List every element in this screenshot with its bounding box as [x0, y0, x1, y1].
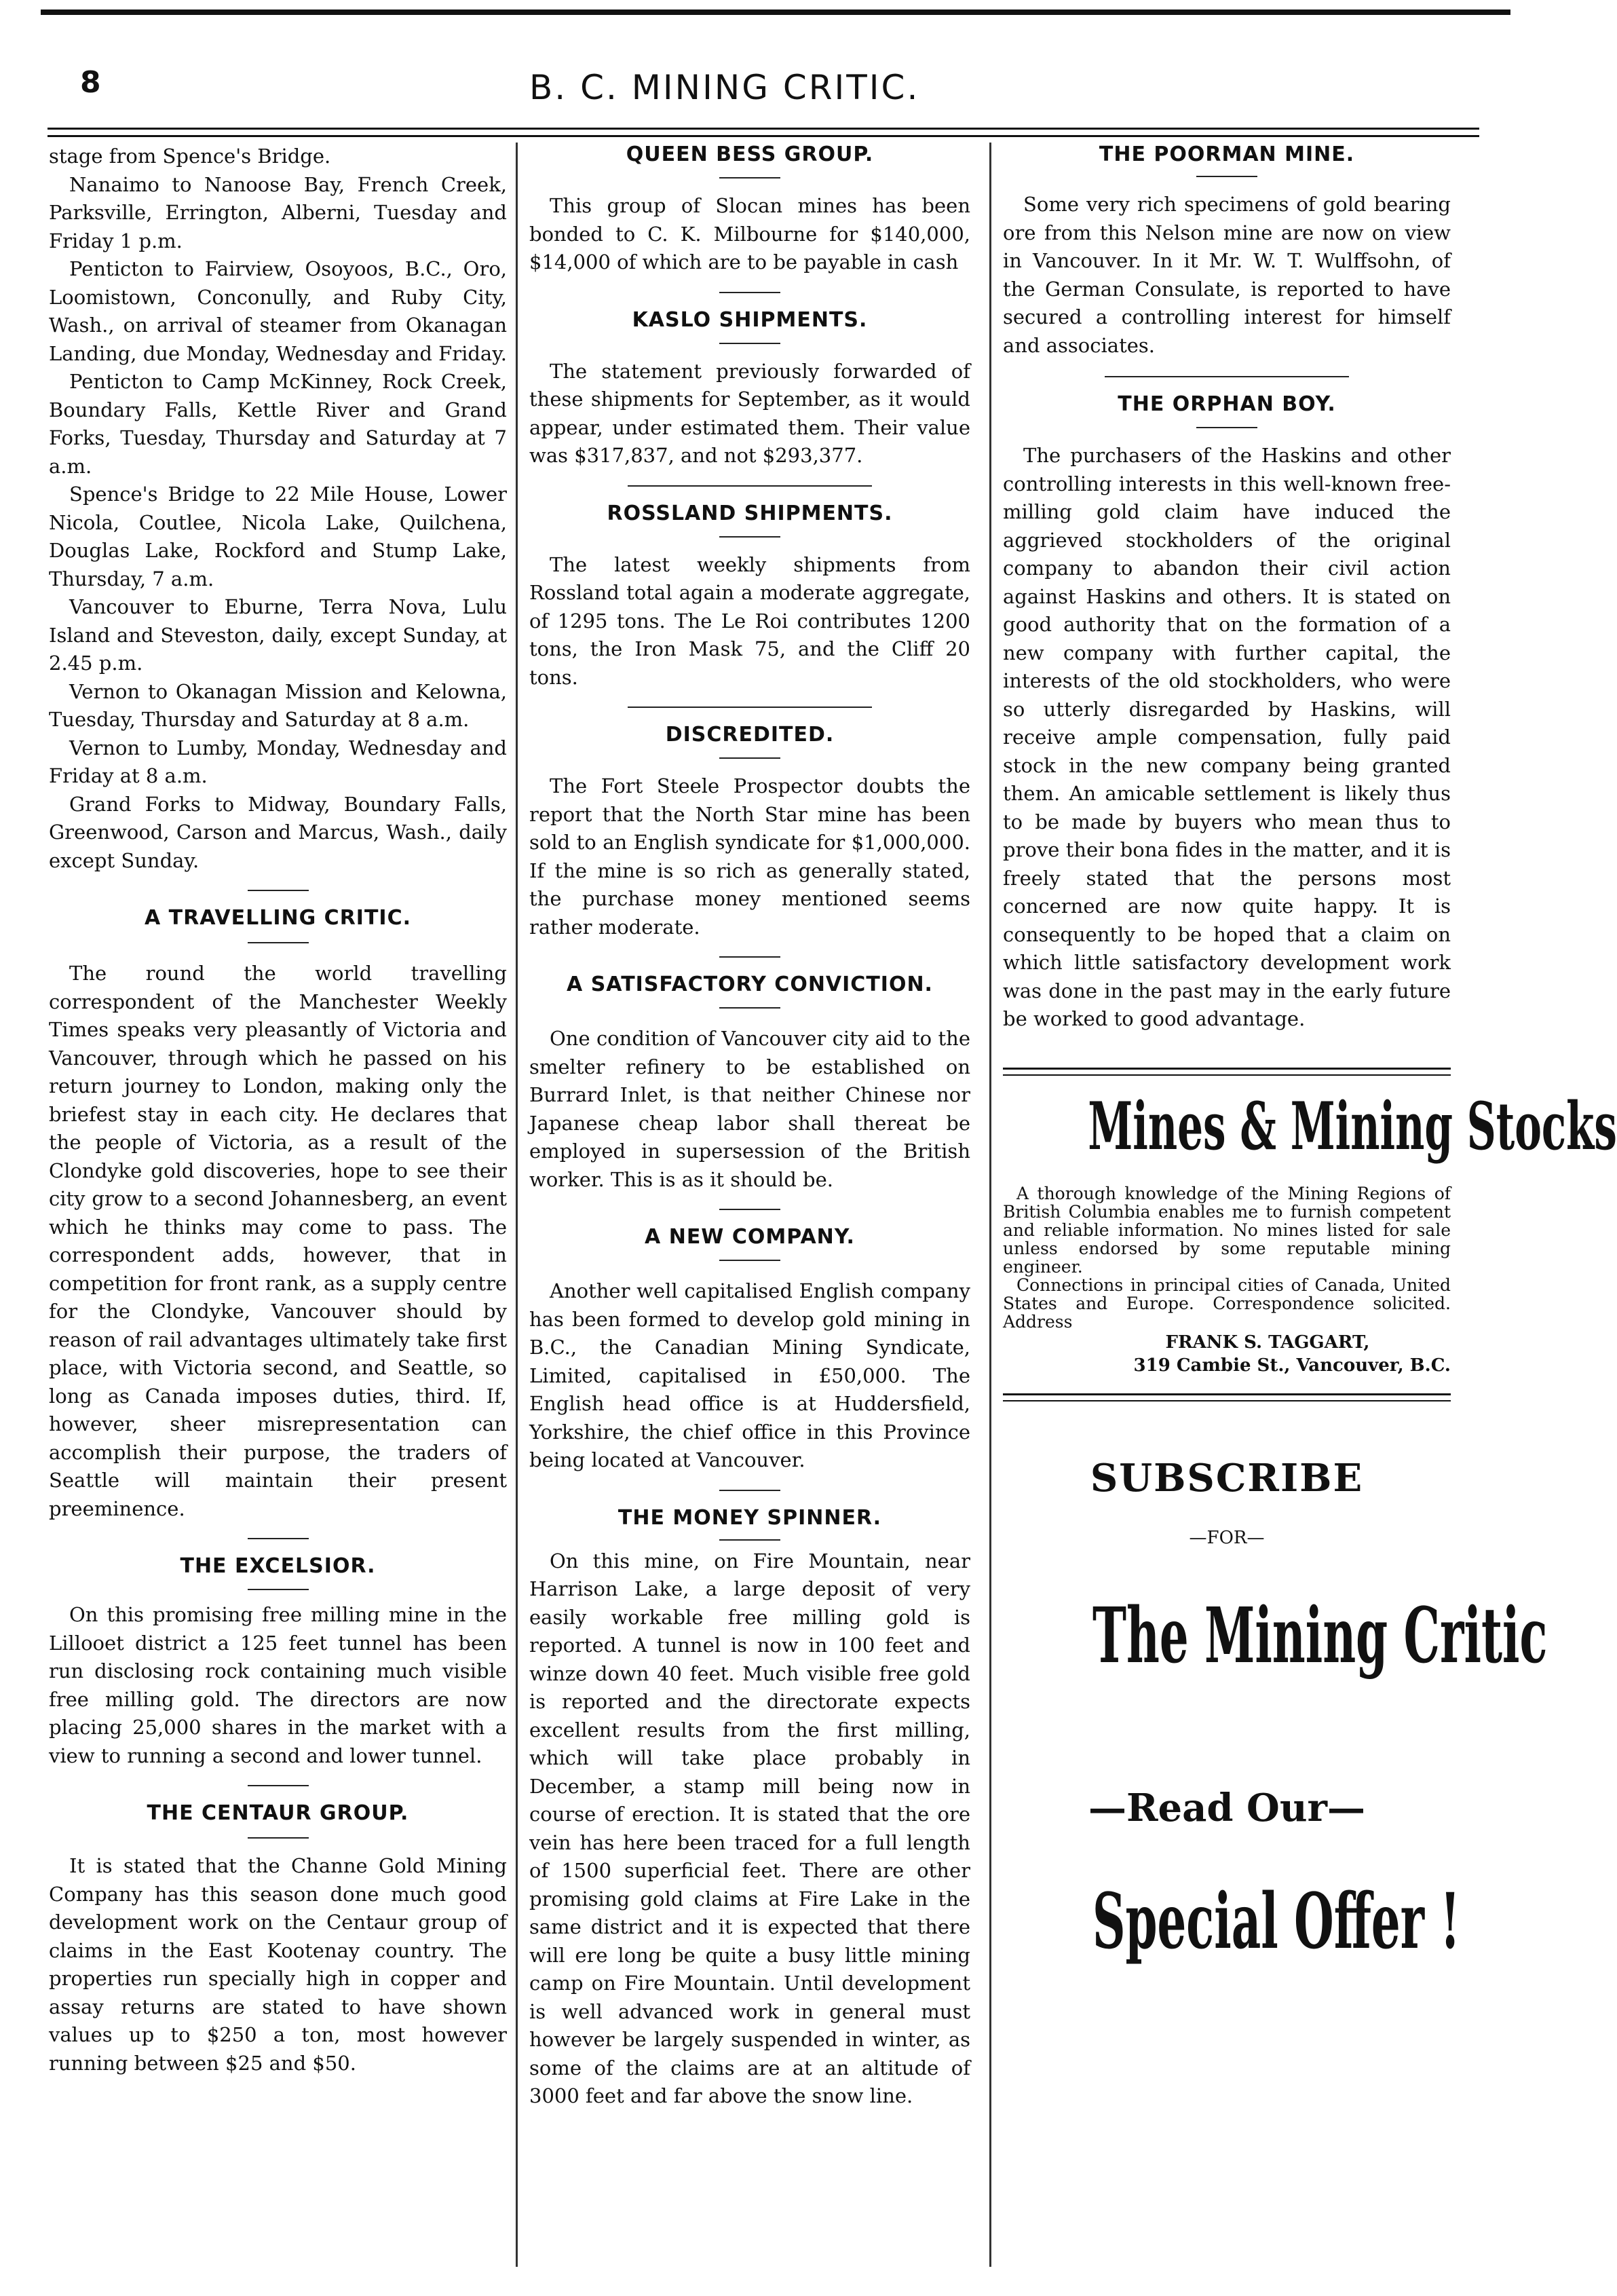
- article-title-kaslo: KASLO SHIPMENTS.: [632, 307, 868, 332]
- stage-paragraph: Vernon to Lumby, Monday, Wednesday and Friday at 8 a.m.: [49, 736, 507, 787]
- advertisement-body: [1003, 1184, 1451, 1331]
- title-underline: [248, 942, 309, 943]
- article-body-rossland: The latest weekly shipments from Rossland total again a moderate aggregate, of 1295 tons. The Le Roi contributes 1200 tons, the Iron Mask 75, and the Cliff 20 tons.: [529, 552, 970, 689]
- article-body-new-company: Another well capitalised English company has been formed to develop gold mining in B.C., the Canadian Mining Syndicate, Limited, capitalised in £50,000. The English head office is at Huddersfield, Yorkshire, the chief office in this Province being located at Vancouver.: [529, 1279, 970, 1471]
- for-label: —FOR—: [1189, 1527, 1265, 1548]
- article-title-travelling-critic: A TRAVELLING CRITIC.: [144, 906, 411, 930]
- article-body-queen-bess: This group of Slocan mines has been bonded to C. K. Milbourne for $140,000, $14,000 of which are to be payable in cash: [529, 194, 970, 274]
- ad-paragraph: Connections in principal cities of Canada, United States and Europe. Correspondence solicited. Address: [1003, 1275, 1451, 1332]
- title-underline: [248, 1837, 309, 1839]
- ad-signature-address: 319 Cambie St., Vancouver, B.C.: [1133, 1355, 1451, 1376]
- article-title-conviction: A SATISFACTORY CONVICTION.: [567, 973, 933, 996]
- article-title-orphan-boy: THE ORPHAN BOY.: [1118, 392, 1336, 416]
- article-title-rossland: ROSSLAND SHIPMENTS.: [607, 501, 893, 525]
- stage-paragraph: Grand Forks to Midway, Boundary Falls, Greenwood, Carson and Marcus, Wash., daily except Sunday.: [49, 792, 507, 872]
- title-underline: [248, 1589, 309, 1590]
- title-underline: [719, 757, 780, 759]
- stage-paragraph: stage from Spence's Bridge.: [49, 145, 331, 168]
- header-double-rule: [47, 128, 1479, 137]
- advertisement-top-rule: [1003, 1068, 1451, 1076]
- column-1: [49, 143, 507, 2274]
- article-body-excelsior: On this promising free milling mine in the Lillooet district a 125 feet tunnel has been run disclosing rock containing much visible free milling gold. The directors are now placing 25,000 shares in the market with a view to running a second and lower tunnel.: [49, 1603, 507, 1767]
- title-underline: [719, 536, 780, 538]
- article-body-poorman: Some very rich specimens of gold bearing ore from this Nelson mine are now on view in Vancouver. In it Mr. W. T. Wulffsohn, of the German Consulate, is reported to have secured a controlling interest for himself and associates.: [1003, 193, 1451, 357]
- column-3: [1003, 143, 1617, 2274]
- stage-paragraph: Penticton to Fairview, Osoyoos, B.C., Oro, Loomistown, Conconully, and Ruby City, Wash., on arrival of steamer from Okanagan Landing, due Monday, Wednesday and Friday.: [49, 257, 507, 365]
- article-body-centaur: It is stated that the Channe Gold Mining Company has this season done much good development work on the Centaur group of claims in the East Kootenay country. The properties run specially high in copper and assay returns are stated to have shown values up to $250 a ton, most however running between $25 and $50.: [49, 1854, 507, 2075]
- special-offer-label: Special Offer !: [1092, 1877, 1460, 1966]
- article-title-excelsior: THE EXCELSIOR.: [180, 1554, 376, 1578]
- article-title-money-spinner: THE MONEY SPINNER.: [617, 1505, 882, 1530]
- column-2: [529, 143, 970, 2274]
- stage-paragraph: Nanaimo to Nanoose Bay, French Creek, Parksville, Errington, Alberni, Tuesday and Friday 1 p.m.: [49, 172, 507, 252]
- title-underline: [719, 343, 780, 344]
- page-number: 8: [80, 65, 101, 100]
- stage-paragraph: Penticton to Camp McKinney, Rock Creek, Boundary Falls, Kettle River and Grand Forks, Tuesday, Thursday and Saturday at 7 a.m.: [49, 370, 507, 478]
- read-our-label: —Read Our—: [1088, 1785, 1366, 1830]
- ad-signature-name: FRANK S. TAGGART,: [1165, 1332, 1370, 1353]
- ad-headline-mines-stocks: Mines & Mining Stocks: [1088, 1087, 1617, 1165]
- advertisement-bottom-rule: [1003, 1393, 1451, 1401]
- masthead-title: B. C. MINING CRITIC.: [529, 68, 920, 107]
- article-body-orphan-boy: The purchasers of the Haskins and other controlling interests in this well-known free-milling gold claim have induced the aggrieved stockholders of the original company to abandon their civil action against Haskins and others. It is stated on good authority that on the formation of a new company with further capital, the interests of the old stockholders, who were so utterly disregarded by Haskins, will receive ample compensation, fully paid stock in the new company being granted them. An amicable settlement is likely thus to be made by buyers who mean thus to prove their bona fides in the matter, and it is freely stated that the persons most concerned are now quite happy. It is consequently to be hoped that a claim on which little satisfactory development work was done in the past may in the early future be worked to good advantage.: [1003, 444, 1451, 1030]
- title-underline: [1196, 427, 1257, 428]
- article-body-travelling-critic: The round the world travelling correspondent of the Manchester Weekly Times speaks very pleasantly of Victoria and Vancouver, through which he passed on his return journey to London, making only the briefest stay in each city. He declares that the people of Victoria, as a result of the Clondyke gold discoveries, hope to see their city grow to a second Johannesberg, an event which he thinks may come to pass. The correspondent adds, however, that in competition for front rank, as a supply centre for the Clondyke, Vancouver should by reason of rail advantages ultimately take first place, with Victoria second, and Seattle, so long as Canada imposes duties, third. If, however, sheer misrepresentation can accomplish their purpose, the traders of Seattle will maintain their present preeminence.: [49, 962, 507, 1520]
- article-body-money-spinner: On this mine, on Fire Mountain, near Harrison Lake, a large deposit of very easily workable free milling gold is reported. A tunnel is now in 100 feet and winze down 40 feet. Much visible free gold is reported and the directorate expects excellent results from the first milling, which will take place probably in December, a stamp mill being now in course of erection. It is stated that the ore vein has here been traced for a full length of 1500 superficial feet. There are other promising gold claims at Fire Lake in the same district and it is expected that there will ere long be quite a busy little mining camp on Fire Mountain. Until development is well advanced work in general must however be largely suspended in winter, as some of the claims are at an altitude of 3000 feet and far above the snow line.: [529, 1549, 970, 2107]
- ad-paragraph: A thorough knowledge of the Mining Regions of British Columbia enables me to furnish competent and reliable information. No mines listed for sale unless endorsed by some reputable mining engineer.: [1003, 1183, 1451, 1277]
- article-title-poorman: THE POORMAN MINE.: [1099, 143, 1355, 166]
- stage-paragraph: Vernon to Okanagan Mission and Kelowna, Tuesday, Thursday and Saturday at 8 a.m.: [49, 679, 507, 731]
- article-title-centaur: THE CENTAUR GROUP.: [147, 1801, 409, 1825]
- title-underline: [719, 1260, 780, 1261]
- subscribe-heading: SUBSCRIBE: [1090, 1455, 1364, 1501]
- article-title-queen-bess: QUEEN BESS GROUP.: [626, 143, 874, 166]
- article-title-discredited: DISCREDITED.: [665, 723, 835, 747]
- stage-paragraph: Vancouver to Eburne, Terra Nova, Lulu Island and Steveston, daily, except Sunday, at 2.45 p.m.: [49, 595, 507, 675]
- column-divider-1: [516, 143, 518, 2267]
- title-underline: [719, 1007, 780, 1009]
- article-body-conviction: One condition of Vancouver city aid to the smelter refinery to be established on Burrard Inlet, is that neither Chinese nor Japanese cheap labor shall thereat be employed in supersession of the British worker. This is as it should be.: [529, 1027, 970, 1191]
- column-divider-2: [989, 143, 991, 2267]
- title-underline: [1196, 176, 1257, 177]
- title-underline: [719, 1539, 780, 1541]
- article-title-new-company: A NEW COMPANY.: [645, 1225, 855, 1249]
- paper-name: The Mining Critic: [1092, 1591, 1548, 1680]
- stage-paragraph: Spence's Bridge to 22 Mile House, Lower Nicola, Coutlee, Nicola Lake, Quilchena, Douglas Lake, Rockford and Stump Lake, Thursday, 7 a.m.: [49, 483, 507, 590]
- title-underline: [719, 177, 780, 178]
- top-border-rule: [41, 10, 1510, 15]
- article-body-kaslo: The statement previously forwarded of these shipments for September, as it would appear, under estimated them. Their value was $317,837, and not $293,377.: [529, 359, 970, 467]
- article-body-discredited: The Fort Steele Prospector doubts the report that the North Star mine has been sold to an English syndicate for $1,000,000. If the mine is so rich as generally stated, the purchase money mentioned seems rather moderate.: [529, 774, 970, 939]
